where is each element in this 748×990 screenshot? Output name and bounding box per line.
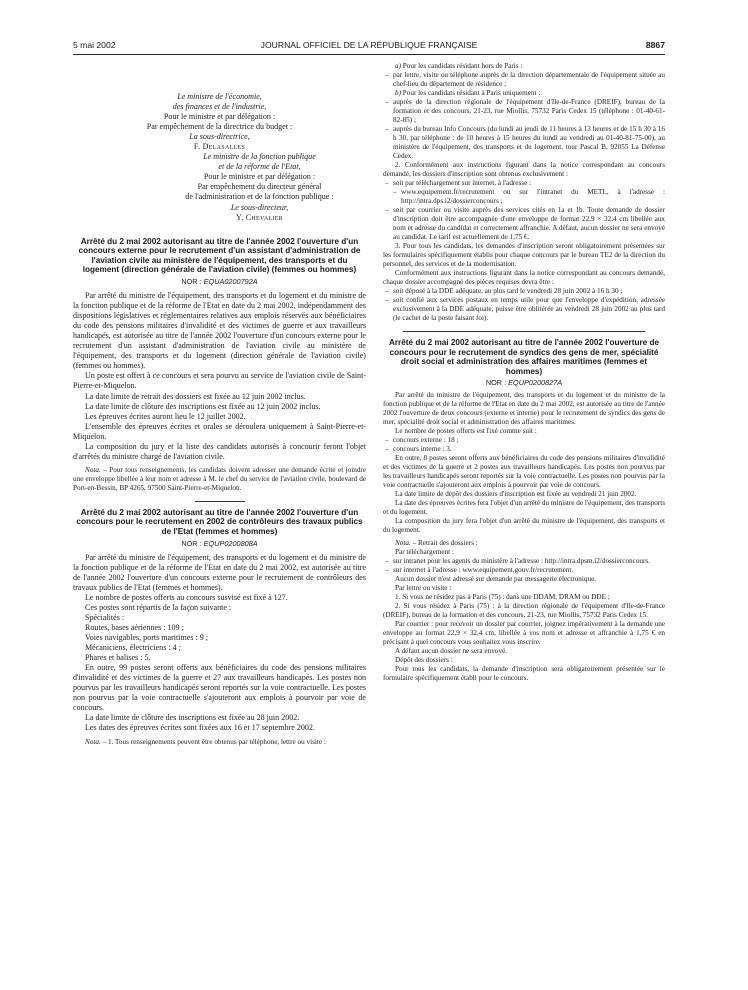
article-separator	[195, 501, 245, 502]
signature-line: de l'administration et de la fonction publique :	[185, 192, 334, 202]
paragraph: Les épreuves écrites auront lieu le 12 juillet 2002.	[85, 411, 246, 421]
paragraph: Les dates des épreuves écrites sont fixées aux 16 et 17 septembre 2002.	[85, 723, 315, 733]
paragraph: Le nombre de postes offerts au concours susvisé est fixé à 127.	[85, 592, 288, 602]
paragraph: L'ensemble des épreuves écrites et orales se déroulera uniquement à Saint-Pierre-et-Miquelon.	[73, 421, 366, 441]
paragraph: La date limite de clôture des inscriptions est fixée au 28 juin 2002.	[85, 713, 300, 723]
list-item: – auprès de la direction régionale de l'équipement d'Ile-de-France (DREIF), bureau de la formation et des concours, 21-23, rue Miollis, 75732 Paris Cedex 15 (téléphone : 01-40-61-82-85) ;	[393, 98, 665, 125]
list-line: Voies navigables, ports maritimes : 9 ;	[85, 633, 208, 643]
list-item: – concours interne : 3.	[393, 445, 665, 454]
note-text: – 1. Tous renseignements peuvent être obtenus par téléphone, lettre ou visite :	[100, 737, 326, 746]
signature-line: Le ministre de l'économie,	[177, 92, 262, 101]
paragraph: Par arrêté du ministre de l'équipement, des transports et du logement et du ministre de la fonction publique et de la réforme de l'Etat en date du 2 mai 2002, est autorisée au titre de l'année 2002 l'ouverture de deux concours (externe et interne) pour le recrutement de syndics des gens de mer, spécialité droit social et administration des affaires maritimes.	[383, 391, 665, 427]
signatory-name: Y. Chevalier	[236, 212, 283, 222]
article-title: Arrêté du 2 mai 2002 autorisant au titre de l'année 2002 l'ouverture d'un concours pour le recrutement en 2002 de contrôleurs des travaux publics de l'Etat (femmes et hommes)	[76, 507, 363, 537]
dash-list	[383, 287, 665, 323]
signature-line: Par empêchement du directeur général	[197, 182, 322, 192]
note-line: Par courrier : pour recevoir un dossier par courrier, joignez impérativement à la demande une enveloppe au format 22,9 × 32,4 cm, libellée à vos nom et adresse et affranchie à 1,75 € en précisant à quel concours vous souhaitez vous inscrire.	[383, 620, 665, 647]
paragraph: Un poste est offert à ce concours et sera pourvu au service de l'aviation civile de Saint-Pierre-et-Miquelon.	[73, 371, 366, 391]
dash-list	[383, 557, 665, 575]
list-item: – par lettre, visite ou téléphone auprès de la direction départementale de l'équipement située au chef-lieu du département de résidence ;	[393, 71, 665, 89]
note-line: Aucun dossier n'est adressé sur demande par messagerie électronique.	[395, 575, 597, 584]
signature-line: La sous-directrice,	[189, 132, 250, 142]
note-text: – Retrait des dossiers :	[410, 539, 478, 548]
paragraph: Par arrêté du ministre de l'équipement, des transports et du logement et du ministre de la fonction publique et de la réforme de l'Etat en date du 2 mai 2002, est autorisée au titre de l'année 2002 l'ouverture d'un concours externe pour le recrutement de contrôleurs des travaux publics de l'Etat (femmes et hommes).	[73, 552, 366, 592]
note-line: A défaut aucun dossier ne sera envoyé.	[395, 647, 507, 656]
paragraph: La composition du jury et la liste des candidats autorisés à concourir feront l'objet d'arrêtés du ministre chargé de l'aviation civile.	[73, 441, 366, 461]
nor-reference	[73, 277, 366, 287]
nor-reference	[383, 378, 665, 387]
dash-list	[383, 179, 665, 188]
signature-line: Pour le ministre et par délégation :	[163, 112, 276, 122]
dash-list	[383, 71, 665, 89]
paragraph: En outre, 8 postes seront offerts aux bénéficiaires du code des pensions militaires d'invalidité et des victimes de la guerre et 2 postes aux travailleurs handicapés. Les postes non pourvus par les travailleurs handicapés seront reportés sur la voie contractuelle. Les postes non pourvus par la voie contractuelle s'ajouteront aux emplois à pourvoir par voie de concours.	[383, 454, 665, 490]
paragraph: 2. Conformément aux instructions figurant dans la notice correspondant au concours demandé, les dossiers d'inscription sont obtenus exclusivement :	[383, 161, 665, 178]
left-column	[73, 62, 366, 980]
paragraph: Conformément aux instructions figurant dans la notice correspondant au concours demandé, chaque dossier accompagné des pièces requises devra être :	[383, 269, 665, 286]
list-line: Mécaniciens, électriciens : 4 ;	[85, 643, 181, 653]
paragraph: Par arrêté du ministre de l'équipement, des transports et du logement et du ministre de la fonction publique et de la réforme de l'Etat en date du 2 mai 2002, indépendamment des dispositions législatives et réglementaires relatives aux emplois réservés aux bénéficiaires du code des pensions militaires d'invalidité et des victimes de guerre et aux travailleurs handicapés, est autorisée au titre de l'année 2002 l'ouverture d'un concours externe pour le recrutement d'un assistant d'administration de l'aviation civile au ministère de l'équipement, des transports et du logement (direction générale de l'aviation civile) (femmes ou hommes).	[73, 291, 366, 371]
paragraph: Ces postes sont répartis de la façon suivante :	[85, 602, 232, 612]
note-line: Par lettre ou visite :	[395, 584, 452, 593]
list-line: Phares et balises : 5.	[85, 653, 151, 663]
nor-label: NOR :	[485, 378, 507, 388]
list-item: – soit par téléchargement sur internet, à l'adresse :	[393, 179, 665, 188]
paragraph: La date limite de retrait des dossiers est fixée au 12 juin 2002 inclus.	[85, 391, 306, 401]
note	[73, 466, 366, 493]
paragraph: En outre, 99 postes seront offerts aux bénéficiaires du code des pensions militaires d'invalidité et des victimes de la guerre et 27 aux travailleurs handicapés. Les postes non pourvus par les travailleurs handicapés seront reportés sur la voie contractuelle. Les postes non pourvus par la voie contractuelle s'ajouteront aux emplois à pourvoir par voie de concours.	[73, 663, 366, 713]
list-letter: a)	[395, 62, 401, 70]
nor-label: NOR :	[181, 276, 202, 286]
note-label: Nota.	[395, 539, 411, 548]
paragraph: La date des épreuves écrites fera l'objet d'un arrêté du ministre de l'équipement, des transports et du logement.	[383, 499, 665, 517]
note-label: Nota.	[85, 465, 101, 474]
paragraph	[383, 62, 665, 71]
note-line: Pour tous les candidats, la demande d'inscription sera obligatoirement présentée sur le formulaire spécifiquement établi pour le concours.	[383, 665, 665, 683]
nor-label: NOR :	[181, 538, 202, 548]
header-rule	[73, 54, 665, 55]
paragraph: 3. Pour tous les candidats, les demandes d'inscription seront obligatoirement présentées sur les formulaires spécifiquement établis pour chaque concours par le bureau TE2 de la direction du personnel, des services et de la modernisation.	[383, 242, 665, 268]
paragraph	[383, 89, 665, 98]
list-line: Spécialités :	[85, 612, 125, 622]
dash-list	[383, 436, 665, 454]
article-separator	[403, 331, 645, 332]
dash-list	[383, 206, 665, 242]
journal-title: JOURNAL OFFICIEL DE LA RÉPUBLIQUE FRANÇAISE	[260, 40, 478, 50]
list-item: – soit confié aux services postaux en temps utile pour que l'enveloppe d'expédition, adressée exclusivement à la DDE adéquate, puisse être oblitérée au vendredi 28 juin 2002 au plus tard (le cachet de la poste faisant foi).	[393, 296, 665, 323]
list-line: Routes, bases aériennes : 109 ;	[85, 622, 184, 632]
issue-date: 5 mai 2002	[73, 40, 116, 50]
signature-line: et de la réforme de l'Etat,	[218, 162, 301, 172]
note-text: – Pour tous renseignements, les candidats doivent adresser une demande écrite et joindre une enveloppe libellée à leur nom et adresse à M. le chef du service de l'aviation civile, boulevard de Port-en-Bessin, BP 4265, 97500 Saint-Pierre-et-Miquelon.	[73, 465, 366, 492]
note-label: Nota.	[85, 737, 101, 746]
signature-line: Pour le ministre et par délégation :	[203, 172, 316, 182]
note	[383, 539, 665, 548]
list-item: – sur intranet pour les agents du ministère à l'adresse : http://intra.dpsm.i2/dossierconcours.	[393, 557, 665, 566]
signature-block	[73, 92, 366, 223]
page-number: 8867	[645, 40, 665, 50]
sub-list	[383, 188, 665, 206]
list-item: – auprès du bureau Info Concours (du lundi au jeudi de 11 heures à 13 heures et de 15 h 30 à 16 h 30, par téléphone : de 10 heures à 15 heures du lundi au vendredi au 01-40-81-75-00), au ministère de l'équipement, des transports et du logement, tour Pascal B, 92055 La Défense Cedex.	[393, 125, 665, 161]
paragraph: Le nombre de postes offerts est fixé comme suit :	[395, 427, 537, 436]
list-letter: b)	[395, 89, 401, 97]
article-title: Arrêté du 2 mai 2002 autorisant au titre de l'année 2002 l'ouverture d'un concours externe pour le recrutement d'un assistant d'administration de l'aviation civile au ministère de l'équipement, des transports et du logement (direction générale de l'aviation civile) (femmes ou hommes)	[78, 236, 361, 275]
list-item: – soit par courrier ou visite auprès des services cités en 1a et 1b. Toute demande de dossier d'inscription doit être accompagnée d'une enveloppe de format 22,9 × 32,4 cm libellée aux nom et adresse du candidat et correctement affranchie. A défaut, aucun dossier ne sera envoyé au candidat. Le tarif est actuellement de 1,75 €.	[393, 206, 665, 242]
signature-line: Par empêchement de la directrice du budget :	[146, 122, 293, 132]
note-line: 2. Si vous résidez à Paris (75) : à la direction régionale de l'équipement d'Ile-de-France (DREIF), bureau de la formation et des concours, 21-23, rue Miollis, 75732 Paris Cedex 15.	[383, 602, 665, 620]
paragraph: La date limite de dépôt des dossiers d'inscription est fixée au vendredi 21 juin 2002.	[395, 490, 637, 499]
note-line: Dépôt des dossiers :	[395, 656, 453, 665]
dash-list	[383, 98, 665, 161]
nor-reference	[73, 539, 366, 549]
signature-line: des finances et de l'industrie,	[172, 102, 267, 112]
paragraph: La composition du jury fera l'objet d'un arrêté du ministre de l'équipement, des transports et du logement.	[383, 517, 665, 535]
list-item: – concours externe : 18 ;	[393, 436, 665, 445]
article-title: Arrêté du 2 mai 2002 autorisant au titre de l'année 2002 l'ouverture de concours pour le recrutement de syndics des gens de mer, spécialité droit social et administration des affaires maritimes (femmes et hommes)	[388, 338, 660, 376]
list-item: – sur internet à l'adresse : www.equipement.gouv.fr/recrutement.	[393, 566, 665, 575]
right-column	[383, 62, 665, 980]
signatory-name: F. Delasalles	[193, 142, 246, 152]
nor-code: EQUP0200808A	[203, 538, 258, 548]
note-line: 1. Si vous ne résidez pas à Paris (75) : dans une DDAM, DRAM ou DDE ;	[395, 593, 610, 602]
list-item: – www.equipement.fr/recrutement ou sur l'intranet du METL, à l'adresse : http://intra.dps.i2/dossierconcours ;	[401, 188, 665, 206]
paragraph-text: Pour les candidats résidant à Paris uniquement :	[401, 89, 541, 97]
list-item: – soit déposé à la DDE adéquate, au plus tard le vendredi 28 juin 2002 à 16 h 30 ;	[393, 287, 665, 296]
nor-code: EQUA0200792A	[203, 276, 258, 286]
signature-line: Le ministre de la fonction publique	[203, 152, 316, 162]
paragraph: La date limite de clôture des inscriptions est fixée au 12 juin 2002 inclus.	[85, 401, 321, 411]
nor-code: EQUP0200827A	[508, 378, 563, 388]
paragraph-text: Pour les candidats résidant hors de Paris :	[401, 62, 523, 70]
note	[73, 738, 366, 747]
page-header	[73, 40, 665, 54]
note-line: Par téléchargement :	[395, 548, 454, 557]
signature-line: Le sous-directeur,	[230, 202, 289, 212]
